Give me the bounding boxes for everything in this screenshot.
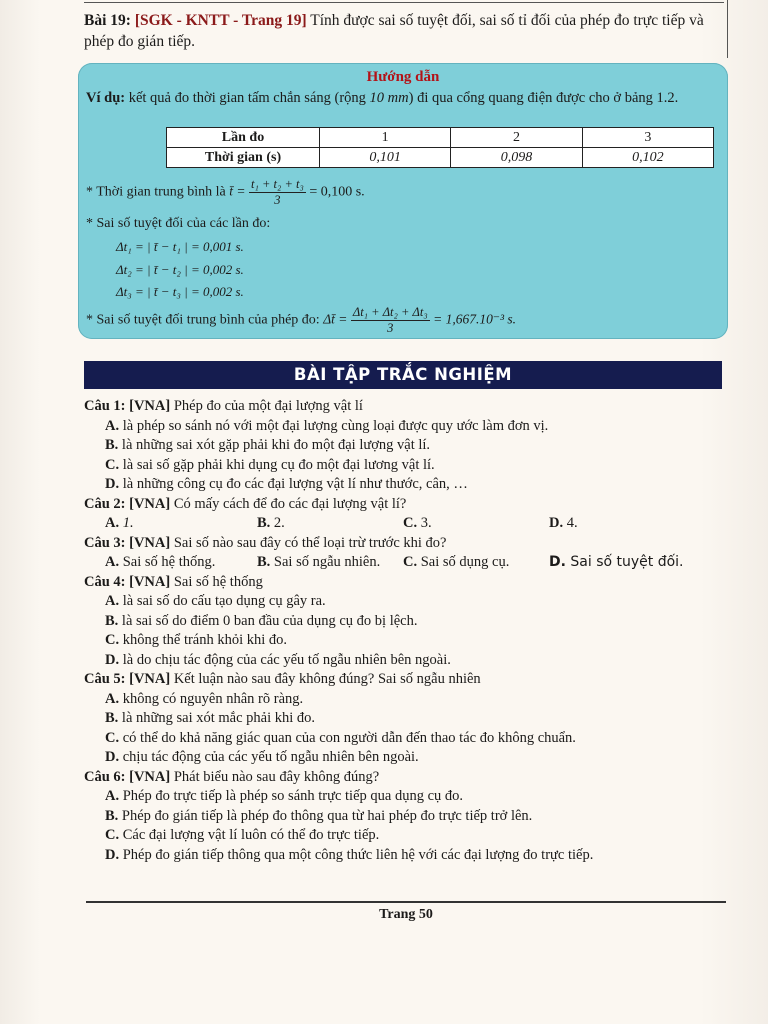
question-text: Sai số nào sau đây có thể loại trừ trước khi đo? — [170, 534, 447, 551]
option-key: A. — [105, 515, 120, 531]
question-text: Sai số hệ thống — [170, 573, 263, 590]
option-d — [549, 553, 684, 573]
option-text: 1. — [119, 515, 134, 531]
table-cell: 0,102 — [582, 148, 713, 168]
option-b — [84, 612, 724, 632]
option-text: là những công cụ đo các đại lượng vật lí như thước, cân, … — [119, 476, 468, 492]
option-key: B. — [105, 710, 119, 726]
option-b — [257, 553, 403, 573]
question-label: Câu 2: — [84, 495, 126, 512]
option-d — [84, 651, 724, 671]
average-result: = 0,100 s. — [305, 184, 365, 200]
option-key: B. — [257, 554, 271, 570]
delta-2: Δt₂ = | t̄ − t₂ | = 0,002 s. — [116, 262, 244, 277]
option-text: là sai số do điểm 0 ban đầu của dụng cụ đo bị lệch. — [118, 612, 418, 629]
option-key: C. — [105, 456, 120, 473]
question-6 — [84, 768, 724, 788]
question-2 — [84, 495, 724, 515]
question-text: Phát biểu nào sau đây không đúng? — [170, 768, 380, 785]
table-header-label: Lần đo — [167, 128, 320, 148]
option-key: B. — [105, 437, 119, 453]
option-text: Sai số hệ thống. — [119, 554, 216, 570]
option-text: không có nguyên nhân rõ ràng. — [119, 690, 304, 707]
mean-error-lhs: Δt̄ = — [323, 311, 348, 327]
option-text: Các đại lượng vật lí luôn có thể đo trực tiếp. — [119, 827, 380, 843]
option-key: C. — [403, 515, 418, 531]
option-text: là những sai xót gặp phải khi đo một đại lượng vật lí. — [118, 437, 431, 453]
option-key: D. — [549, 515, 564, 531]
question-3 — [84, 534, 724, 554]
question-5 — [84, 670, 724, 690]
example-part-a: kết quả đo thời gian tấm chắn sáng (rộng — [125, 90, 370, 106]
question-text: Có mấy cách để đo các đại lượng vật lí? — [170, 495, 407, 512]
example-text — [86, 88, 720, 108]
option-key: A. — [105, 593, 120, 609]
option-c — [84, 456, 724, 476]
lesson-reference: [SGK - KNTT - Trang 19] — [134, 12, 307, 29]
option-a — [84, 592, 724, 612]
example-label: Ví dụ: — [86, 90, 126, 106]
option-key: B. — [257, 515, 271, 531]
option-c — [84, 729, 724, 749]
option-text: 2. — [270, 515, 285, 531]
question-source: [VNA] — [129, 671, 171, 687]
option-d — [84, 475, 724, 495]
question-source: [VNA] — [129, 573, 171, 590]
mean-error-fraction — [351, 305, 430, 336]
question-label: Câu 6: — [84, 768, 126, 785]
option-text: Sai số ngẫu nhiên. — [270, 554, 381, 570]
guide-title: Hướng dẫn — [366, 69, 440, 85]
option-c — [84, 826, 724, 846]
question-text: Kết luận nào sau đây không đúng? Sai số ngẫu nhiên — [170, 671, 481, 687]
option-key: D. — [105, 476, 120, 492]
question-label: Câu 5: — [84, 671, 126, 687]
question-text: Phép đo của một đại lượng vật lí — [170, 398, 363, 414]
measurement-table — [166, 127, 714, 168]
option-key: A. — [105, 690, 120, 707]
option-key: C. — [105, 827, 120, 843]
option-key: C. — [105, 729, 120, 746]
question-source: [VNA] — [129, 534, 171, 551]
right-rule — [727, 0, 728, 58]
option-key: A. — [105, 417, 120, 434]
mean-error-denominator: 3 — [387, 321, 394, 335]
option-a — [105, 514, 257, 534]
table-cell: 0,101 — [320, 148, 451, 168]
option-a — [84, 417, 724, 437]
option-text: Sai số dụng cụ. — [417, 554, 510, 570]
option-d — [549, 514, 578, 534]
option-text: Phép đo gián tiếp là phép đo thông qua từ hai phép đo trực tiếp trở lên. — [118, 807, 533, 824]
question-label: Câu 4: — [84, 573, 126, 590]
table-header-cell: 1 — [320, 128, 451, 148]
mean-error-line — [86, 305, 516, 336]
mean-error-numerator: Δt₁ + Δt₂ + Δt₃ — [352, 305, 428, 319]
top-rule — [84, 2, 724, 3]
option-text: là những sai xót mắc phải khi đo. — [118, 710, 316, 726]
option-b — [257, 514, 403, 534]
section-banner: BÀI TẬP TRẮC NGHIỆM — [84, 361, 722, 389]
option-text: Sai số tuyệt đối. — [565, 554, 684, 570]
average-numerator: t₁ + t₂ + t₃ — [251, 177, 304, 191]
option-key: B. — [105, 807, 119, 824]
option-text: Phép đo gián tiếp thông qua một công thức liên hệ với các đại lượng đo trực tiếp. — [119, 846, 594, 863]
option-text: là do chịu tác động của các yếu tố ngẫu nhiên bên ngoài. — [119, 651, 451, 668]
question-4 — [84, 573, 724, 593]
table-header-row — [167, 128, 714, 148]
average-label: * Thời gian trung bình là — [86, 184, 226, 200]
question-1 — [84, 397, 724, 417]
question-source: [VNA] — [129, 768, 171, 785]
option-c — [403, 553, 549, 573]
example-width: 10 mm — [369, 90, 409, 106]
option-text: 3. — [417, 515, 432, 531]
option-key: D. — [105, 651, 120, 668]
option-b — [84, 436, 724, 456]
average-denominator: 3 — [274, 193, 281, 207]
option-b — [84, 709, 724, 729]
abs-error-label: * Sai số tuyệt đối của các lần đo: — [86, 216, 271, 231]
delta-1: Δt₁ = | t̄ − t₁ | = 0,001 s. — [116, 239, 244, 254]
option-text: là phép so sánh nó với một đại lượng cùng loại được quy ước làm đơn vị. — [119, 417, 549, 434]
mean-error-label: * Sai số tuyệt đối trung bình của phép đo: — [86, 312, 320, 328]
option-text: là sai số do cấu tạo dụng cụ gây ra. — [119, 593, 326, 609]
option-key: A. — [105, 554, 120, 570]
question-source: [VNA] — [129, 495, 171, 512]
table-header-cell: 2 — [451, 128, 582, 148]
delta-3: Δt₃ = | t̄ − t₃ | = 0,002 s. — [116, 284, 244, 299]
option-a — [84, 690, 724, 710]
example-part-b: ) đi qua cổng quang điện được cho ở bảng 1.2. — [408, 90, 679, 106]
question-source: [VNA] — [129, 398, 171, 414]
option-text: Phép đo trực tiếp là phép so sánh trực tiếp qua dụng cụ đo. — [119, 788, 464, 804]
option-d — [84, 748, 724, 768]
option-c — [84, 631, 724, 651]
question-label: Câu 3: — [84, 534, 126, 551]
footer-rule — [86, 901, 726, 903]
option-key: C. — [105, 632, 120, 648]
option-key: A. — [105, 788, 120, 804]
option-a — [105, 553, 257, 573]
lesson-heading — [84, 10, 724, 52]
options-row — [84, 514, 724, 534]
option-text: 4. — [563, 515, 578, 531]
average-fraction — [249, 177, 306, 208]
lesson-number: Bài 19: — [84, 12, 131, 29]
average-lhs: t̄ = — [229, 183, 246, 199]
table-row-label: Thời gian (s) — [167, 148, 320, 168]
option-text: có thể do khả năng giác quan của con người dẫn đến thao tác đo không chuẩn. — [119, 729, 576, 746]
option-d — [84, 846, 724, 866]
options-row — [84, 553, 724, 573]
option-key: D. — [549, 554, 566, 570]
quiz-section — [84, 397, 724, 865]
mean-error-result: = 1,667.10⁻³ s. — [429, 311, 517, 327]
option-text: chịu tác động của các yếu tố ngẫu nhiên bên ngoài. — [119, 749, 419, 765]
lesson-text: Tính được sai số tuyệt đối, sai số tỉ đối của phép đo trực tiếp và phép đo gián tiếp. — [84, 12, 704, 50]
option-key: B. — [105, 612, 119, 629]
guide-box — [78, 63, 728, 339]
option-text: là sai số gặp phải khi dụng cụ đo một đại lương vật lí. — [119, 456, 435, 473]
page-number: Trang 50 — [379, 907, 433, 922]
table-header-cell: 3 — [582, 128, 713, 148]
option-key: C. — [403, 554, 418, 570]
table-row — [167, 148, 714, 168]
option-c — [403, 514, 549, 534]
table-cell: 0,098 — [451, 148, 582, 168]
option-key: D. — [105, 846, 120, 863]
option-b — [84, 807, 724, 827]
option-key: D. — [105, 749, 120, 765]
option-text: không thể tránh khỏi khi đo. — [119, 632, 288, 648]
question-label: Câu 1: — [84, 398, 126, 414]
option-a — [84, 787, 724, 807]
average-time-line — [86, 177, 365, 208]
